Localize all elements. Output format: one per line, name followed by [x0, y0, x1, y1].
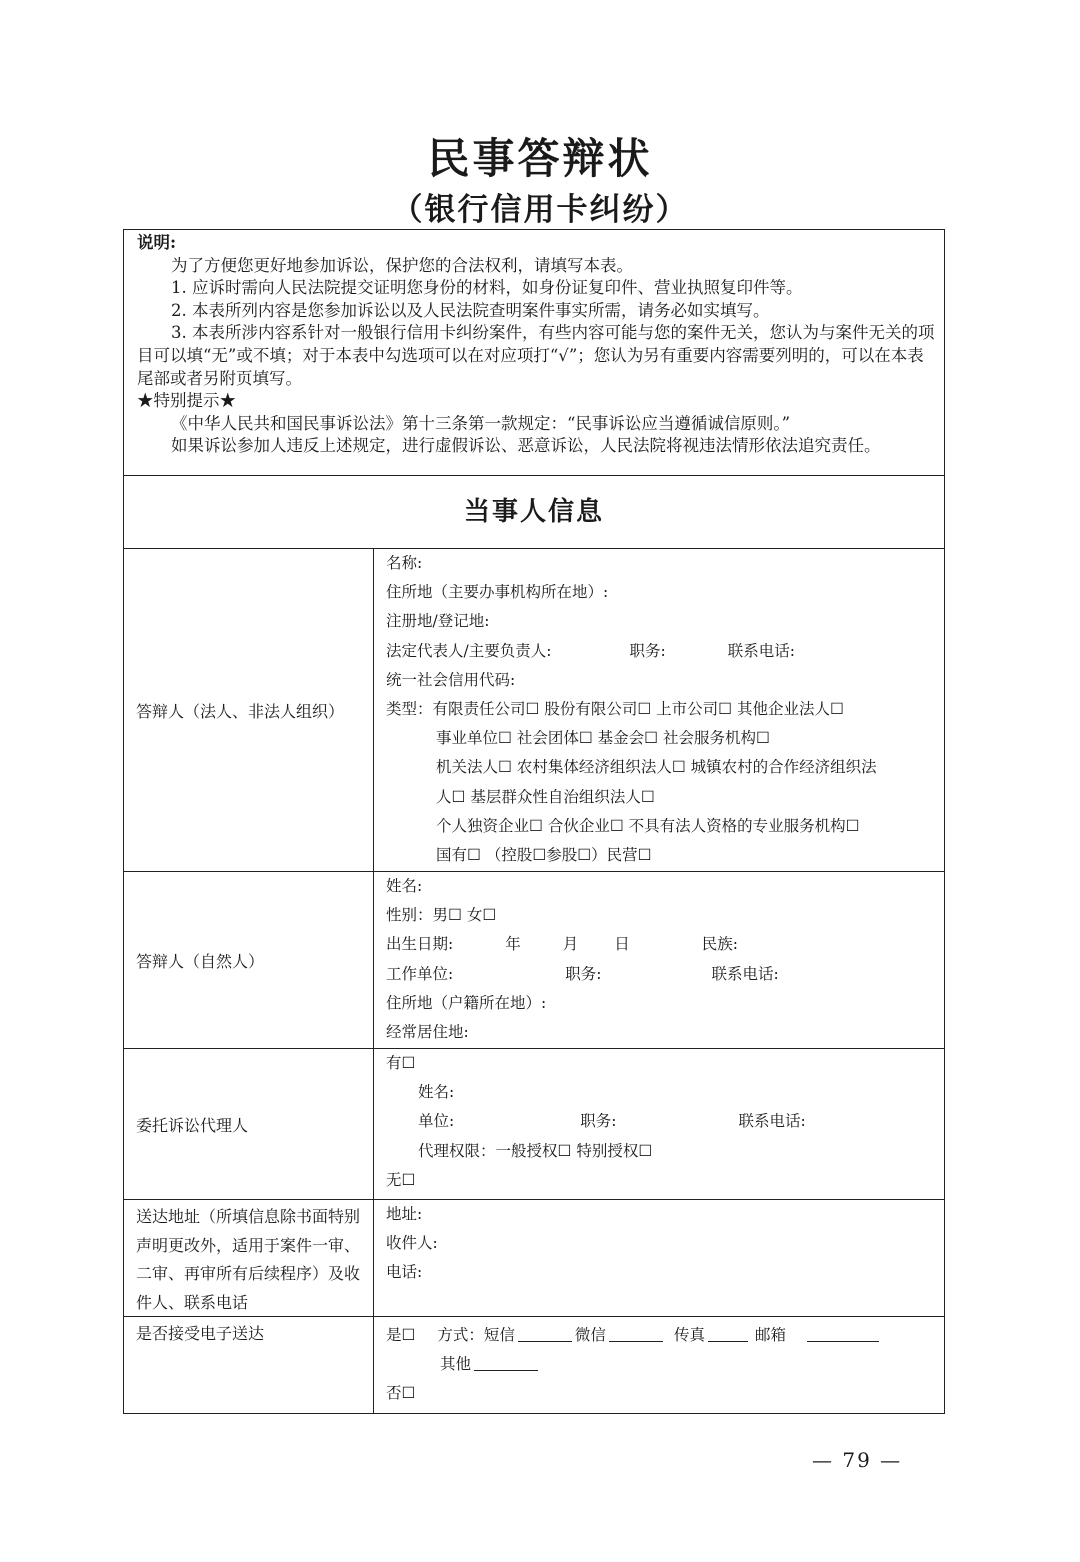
special-notice-heading: ★特别提示★ — [137, 391, 236, 411]
document-title: 民事答辩状 — [427, 134, 653, 183]
document-subtitle: （银行信用卡纠纷） — [391, 192, 689, 228]
person-name-field[interactable]: 姓名: — [386, 877, 423, 895]
org-type-line-1[interactable]: 类型：有限责任公司☐ 股份有限公司☐ 上市公司☐ 其他企业法人☐ — [386, 699, 844, 718]
agent-row — [124, 1048, 944, 1199]
org-rep-line[interactable] — [386, 637, 944, 666]
service-address-row — [124, 1199, 944, 1316]
org-type-line-2[interactable]: 事业单位☐ 社会团体☐ 基金会☐ 社会服务机构☐ — [436, 729, 770, 748]
electronic-other-line[interactable] — [386, 1350, 944, 1379]
party-info-heading: 当事人信息 — [124, 475, 944, 548]
wechat-blank[interactable] — [609, 1325, 663, 1342]
instruction-intro: 为了方便您更好地参加诉讼，保护您的合法权利，请填写本表。 — [171, 255, 633, 275]
agent-authority-field[interactable]: 代理权限：一般授权☐ 特别授权☐ — [418, 1141, 653, 1160]
form-frame — [123, 229, 945, 1414]
birth-day-label: 日 — [614, 935, 630, 954]
special-notice-law: 《中华人民共和国民事诉讼法》第十三条第一款规定：“民事诉讼应当遵循诚信原则。” — [171, 413, 791, 433]
instruction-2: 2. 本表所列内容是您参加诉讼以及人民法院查明案件事实所需，请务必如实填写。 — [171, 300, 770, 320]
org-domicile-field[interactable]: 住所地（主要办事机构所在地）: — [386, 583, 609, 602]
instructions-heading: 说明: — [137, 233, 177, 252]
agent-position-field[interactable]: 职务: — [580, 1112, 617, 1131]
birth-date-label: 出生日期: — [386, 935, 454, 954]
sms-label: 方式：短信 — [437, 1326, 515, 1344]
fax-blank[interactable] — [708, 1325, 748, 1342]
electronic-service-row — [124, 1316, 944, 1413]
service-address-field[interactable]: 地址: — [386, 1205, 423, 1223]
service-address-label: 送达地址（所填信息除书面特别声明更改外，适用于案件一审、二审、再审所有后续程序）及收件人、联系电话 — [124, 1200, 374, 1316]
page-number: — 79 — — [812, 1448, 903, 1472]
fax-label: 传真 — [673, 1326, 705, 1344]
legal-person-label: 答辩人（法人、非法人组织） — [124, 549, 374, 871]
org-type-line-5[interactable]: 个人独资企业☐ 合伙企业☐ 不具有法人资格的专业服务机构☐ — [436, 816, 860, 835]
electronic-method-line[interactable] — [386, 1321, 944, 1350]
agent-phone-field[interactable]: 联系电话: — [738, 1112, 806, 1131]
agent-unit-field[interactable]: 单位: — [418, 1112, 455, 1131]
electronic-service-label: 是否接受电子送达 — [124, 1317, 374, 1413]
person-work-line[interactable] — [386, 960, 944, 989]
email-label: 邮箱 — [754, 1326, 786, 1344]
agent-no-checkbox[interactable]: 无☐ — [386, 1170, 416, 1189]
org-name-field[interactable]: 名称: — [386, 554, 423, 572]
agent-yes-checkbox[interactable]: 有☐ — [386, 1054, 416, 1072]
person-phone-field[interactable]: 联系电话: — [711, 964, 779, 983]
natural-person-row — [124, 871, 944, 1048]
agent-name-field[interactable]: 姓名: — [418, 1083, 455, 1102]
service-phone-field[interactable]: 电话: — [386, 1263, 423, 1282]
ethnic-field[interactable]: 民族: — [701, 935, 739, 954]
birth-year-label: 年 — [505, 935, 521, 954]
agent-unit-line[interactable] — [386, 1107, 944, 1136]
person-birth-line[interactable] — [386, 930, 944, 959]
employer-field[interactable]: 工作单位: — [386, 964, 454, 983]
electronic-yes-checkbox[interactable]: 是☐ — [386, 1326, 416, 1344]
org-type-line-6[interactable]: 国有☐ （控股☐参股☐）民营☐ — [436, 845, 652, 864]
org-type-line-4[interactable]: 人☐ 基层群众性自治组织法人☐ — [436, 787, 655, 806]
org-type-line-3[interactable]: 机关法人☐ 农村集体经济组织法人☐ 城镇农村的合作经济组织法 — [436, 758, 877, 777]
person-domicile-field[interactable]: 住所地（户籍所在地）: — [386, 993, 547, 1012]
org-phone-field[interactable]: 联系电话: — [727, 641, 795, 660]
service-recipient-field[interactable]: 收件人: — [386, 1234, 438, 1253]
agent-label: 委托诉讼代理人 — [124, 1049, 374, 1199]
person-gender-field[interactable]: 性别：男☐ 女☐ — [386, 906, 497, 925]
natural-person-label: 答辩人（自然人） — [124, 872, 374, 1048]
legal-person-row — [124, 548, 944, 871]
person-residence-field[interactable]: 经常居住地: — [386, 1022, 469, 1041]
person-position-field[interactable]: 职务: — [565, 964, 602, 983]
instructions-box — [124, 230, 944, 475]
instruction-1: 1. 应诉时需向人民法院提交证明您身份的材料，如身份证复印件、营业执照复印件等。 — [171, 278, 803, 298]
wechat-label: 微信 — [574, 1326, 606, 1344]
credit-code-field[interactable]: 统一社会信用代码: — [386, 670, 516, 689]
birth-month-label: 月 — [562, 935, 579, 954]
other-blank[interactable] — [474, 1354, 538, 1371]
electronic-no-checkbox[interactable]: 否☐ — [386, 1384, 416, 1403]
other-label: 其他 — [440, 1355, 472, 1374]
instruction-3: 3. 本表所涉内容系针对一般银行信用卡纠纷案件，有些内容可能与您的案件无关，您认为与案件无关的项目可以填“无”或不填；对于本表中勾选项可以在对应项打“√”；您认为另有重要内容需要列明的，可以在本表尾部或者另附页填写。 — [137, 323, 935, 388]
sms-blank[interactable] — [518, 1325, 572, 1342]
org-position-field[interactable]: 职务: — [629, 641, 666, 660]
org-registered-field[interactable]: 注册地/登记地: — [386, 612, 490, 631]
special-notice-warning: 如果诉讼参加人违反上述规定，进行虚假诉讼、恶意诉讼，人民法院将视违法情形依法追究责任。 — [171, 436, 881, 456]
email-blank[interactable] — [807, 1325, 879, 1342]
org-rep-field[interactable]: 法定代表人/主要负责人: — [386, 641, 552, 660]
